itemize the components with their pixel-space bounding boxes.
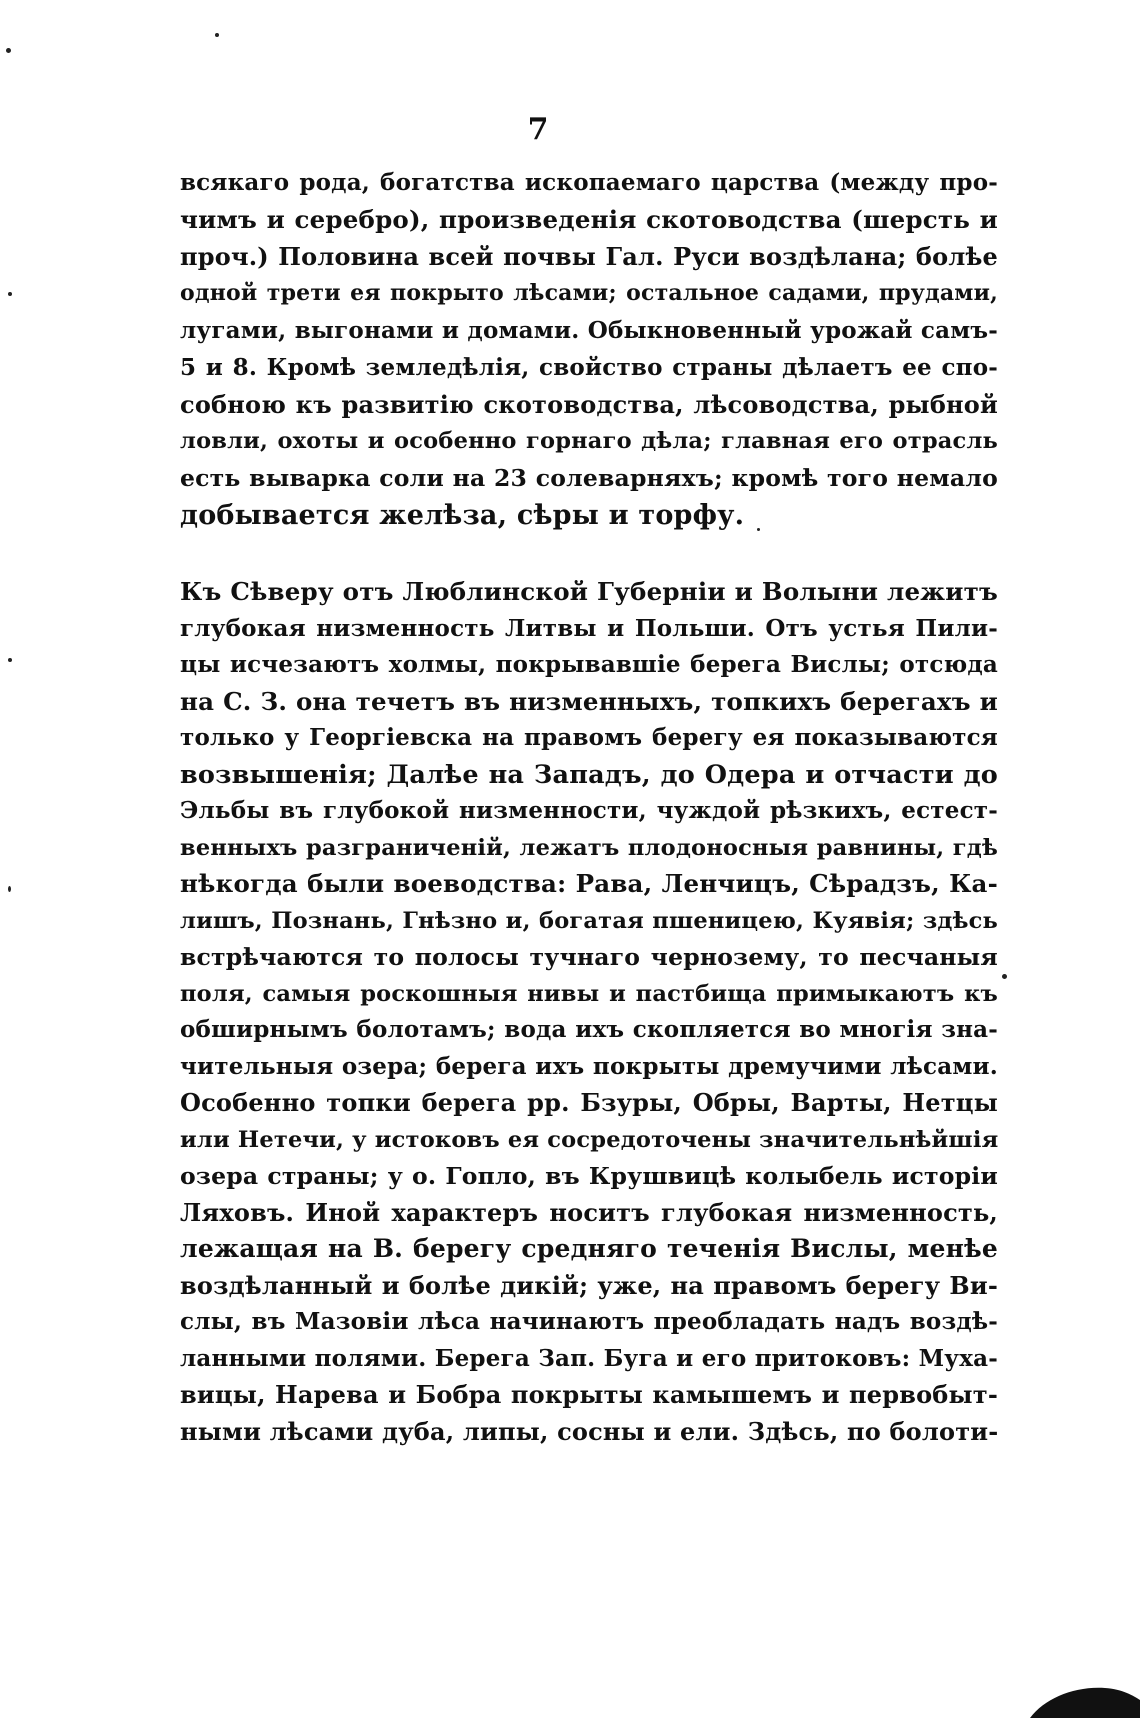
page-number: 7 <box>527 112 549 147</box>
text-line: проч.) Половина всей почвы Гал. Руси воздѣлана; болѣе <box>180 242 998 271</box>
text-line: лишъ, Познань, Гнѣзно и, богатая пшеницею, Куявія; здѣсь <box>180 907 998 934</box>
text-line: на С. З. она течетъ въ низменныхъ, топкихъ берегахъ и <box>180 686 998 716</box>
text-line: лугами, выгонами и домами. Обыкновенный урожай самъ- <box>180 317 998 344</box>
text-line: встрѣчаются то полосы тучнаго чернозему, то песчаныя <box>180 943 998 971</box>
scan-speck <box>6 48 11 53</box>
text-line: обширнымъ болотамъ; вода ихъ скопляется во многія зна- <box>180 1016 998 1043</box>
text-line: добывается желѣза, сѣры и торфу. <box>180 500 745 531</box>
scan-speck <box>8 658 12 662</box>
text-line: чимъ и серебро), произведенія скотоводства (шерсть и <box>180 205 998 234</box>
text-line: ными лѣсами дуба, липы, сосны и ели. Здѣсь, по болоти- <box>180 1416 999 1446</box>
scan-corner-shadow <box>1030 1670 1140 1718</box>
text-line: венныхъ разграниченій, лежатъ плодоносныя равнины, гдѣ <box>180 834 998 861</box>
paragraph-1 <box>180 164 998 534</box>
text-line: цы исчезаютъ холмы, покрывавшіе берега Вислы; отсюда <box>180 651 998 678</box>
scan-speck <box>8 292 12 296</box>
text-line: воздѣланный и болѣе дикій; уже, на правомъ берегу Ви- <box>180 1270 998 1300</box>
text-line: вицы, Нарева и Бобра покрыты камышемъ и первобыт- <box>180 1380 998 1409</box>
text-line: всякаго рода, богатства ископаемаго царства (между про- <box>180 169 998 196</box>
text-line: ловли, охоты и особенно горнаго дѣла; главная его отрасль <box>180 428 998 454</box>
text-line: Къ Сѣверу отъ Люблинской Губерніи и Волыни лежитъ <box>180 577 998 606</box>
text-line: лежащая на В. берегу средняго теченія Вислы, менѣе <box>180 1234 998 1263</box>
scan-speck <box>8 886 11 892</box>
text-line: чительныя озера; берега ихъ покрыты дремучими лѣсами. <box>180 1052 998 1080</box>
text-line: возвышенія; Далѣе на Западъ, до Одера и отчасти до <box>180 759 998 790</box>
scan-speck <box>1002 974 1007 979</box>
text-line: слы, въ Мазовіи лѣса начинаютъ преобладать надъ воздѣ- <box>180 1308 998 1335</box>
text-line: ланными полями. Берега Зап. Буга и его притоковъ: Муха- <box>180 1344 998 1372</box>
text-line: или Нетечи, у истоковъ ея сосредоточены значительнѣйшія <box>180 1126 999 1153</box>
text-line: глубокая низменность Литвы и Польши. Отъ устья Пили- <box>180 614 998 642</box>
text-line: поля, самыя роскошныя нивы и пастбища примыкаютъ къ <box>180 980 998 1007</box>
paragraph-2 <box>180 574 998 1450</box>
text-line: 5 и 8. Кромѣ земледѣлія, свойство страны дѣлаетъ ее спо- <box>180 354 998 381</box>
text-line: только у Георгіевска на правомъ берегу ея показываются <box>180 724 998 751</box>
text-line: Эльбы въ глубокой низменности, чуждой рѣзкихъ, естест- <box>180 797 998 824</box>
text-line: Ляховъ. Иной характеръ носитъ глубокая низменность, <box>180 1197 998 1227</box>
text-line: собною къ развитію скотоводства, лѣсоводства, рыбной <box>180 390 998 419</box>
text-line: одной трети ея покрыто лѣсами; остальное садами, прудами, <box>180 280 998 306</box>
text-line: нѣкогда были воеводства: Рава, Ленчицъ, Сѣрадзъ, Ка- <box>180 869 998 898</box>
text-line: Особенно топки берега рр. Бзуры, Обры, Варты, Нетцы <box>180 1088 998 1117</box>
scan-speck <box>215 33 219 37</box>
text-line: есть выварка соли на 23 солеварняхъ; кромѣ того немало <box>180 464 998 492</box>
text-line: озера страны; у о. Гопло, въ Крушвицѣ колыбель исторіи <box>180 1162 998 1190</box>
